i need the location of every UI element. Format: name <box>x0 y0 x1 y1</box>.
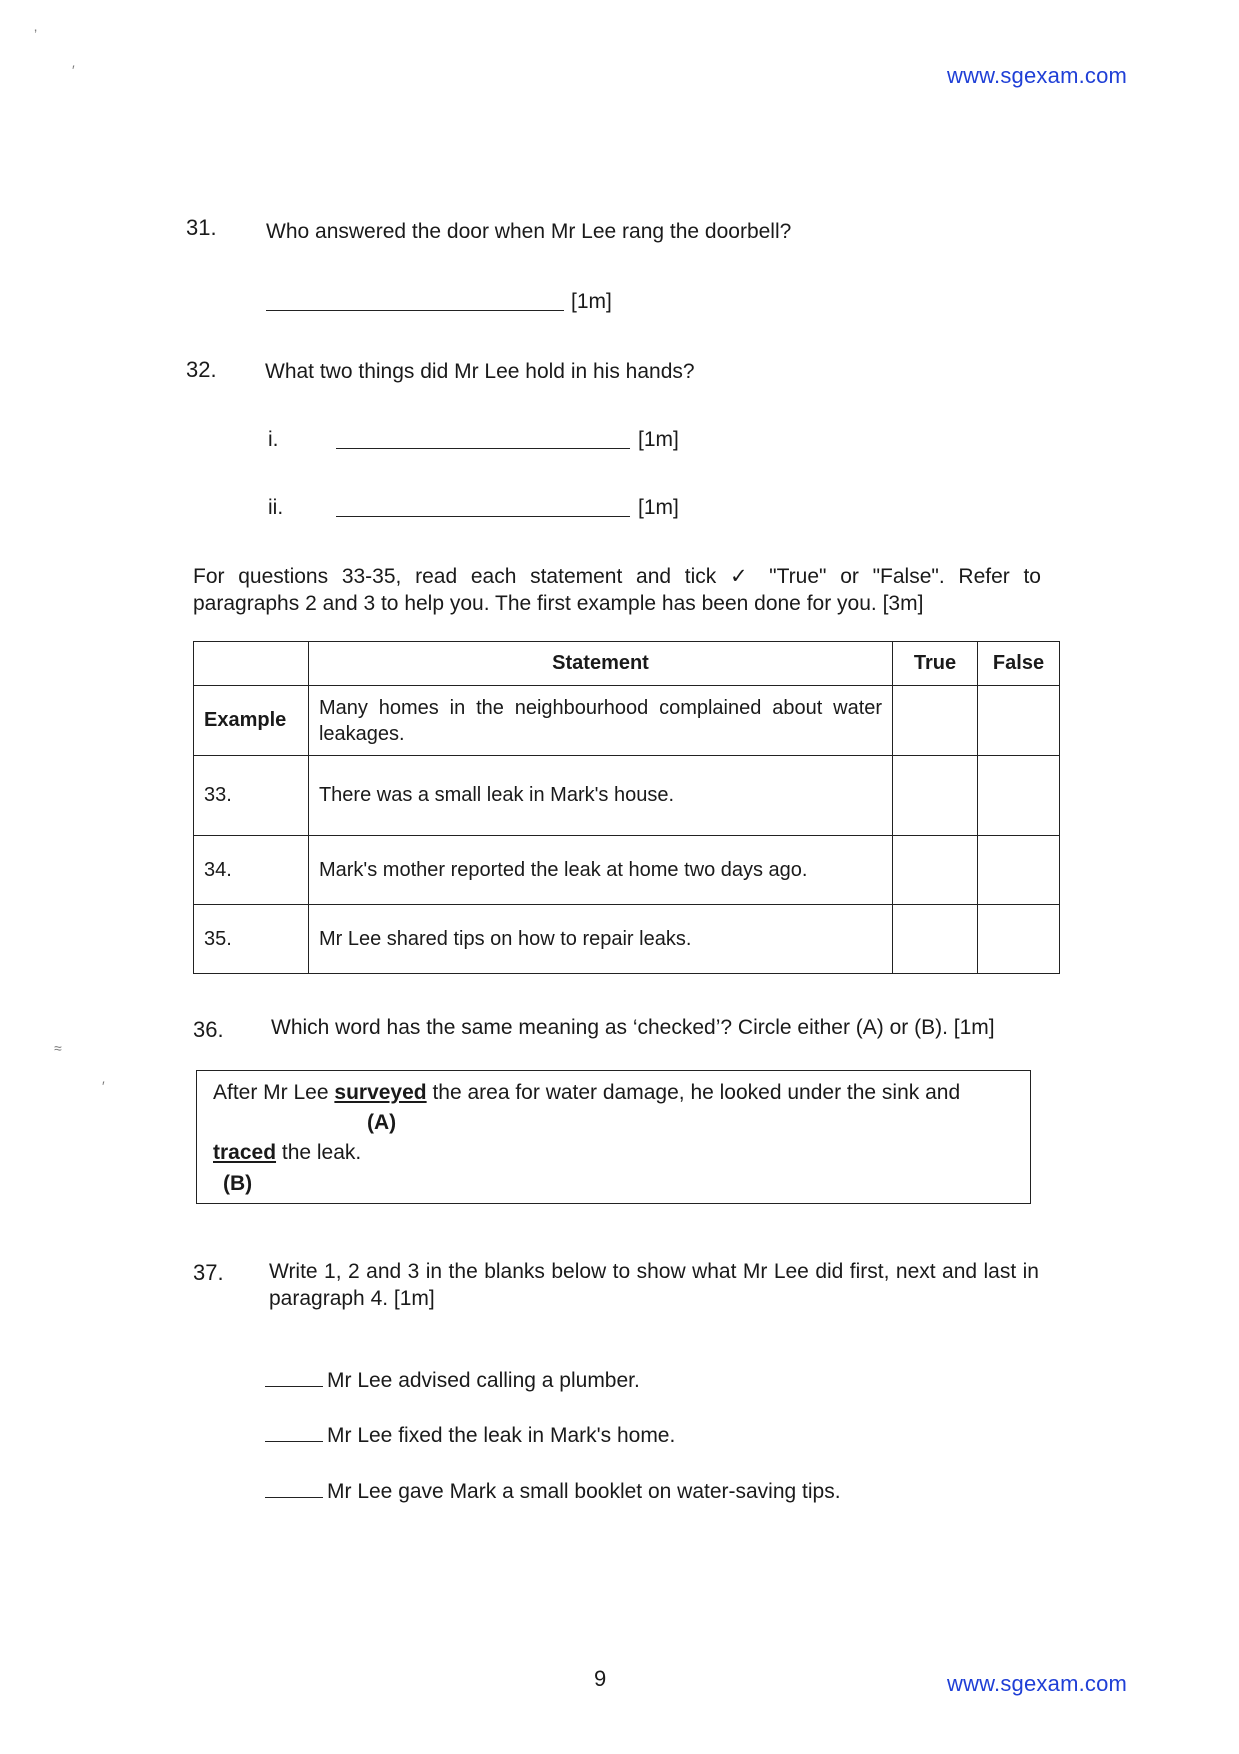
question-number: 37. <box>193 1260 224 1285</box>
table-row <box>194 756 1060 836</box>
marks-label: [1m] <box>638 428 679 451</box>
question-number: 31. <box>186 215 217 240</box>
order-blank[interactable] <box>265 1479 323 1498</box>
scan-speck: ’ <box>34 26 38 42</box>
row-label: Example <box>194 686 309 756</box>
page-number: 9 <box>594 1666 607 1691</box>
question-number: 36. <box>193 1017 224 1042</box>
true-cell[interactable] <box>893 836 978 905</box>
row-label: 33. <box>194 756 309 836</box>
sentence-line-1 <box>213 1081 960 1105</box>
sentence-part: the leak. <box>276 1141 362 1164</box>
order-blank[interactable] <box>265 1423 323 1442</box>
table-header-row <box>194 642 1060 686</box>
row-statement: There was a small leak in Mark's house. <box>308 756 892 836</box>
order-blank[interactable] <box>265 1368 323 1387</box>
false-cell[interactable] <box>978 905 1060 974</box>
ordering-text: Mr Lee gave Mark a small booklet on water-saving tips. <box>327 1480 841 1503</box>
answer-line[interactable] <box>336 496 630 523</box>
sentence-part: After Mr Lee <box>213 1081 335 1104</box>
row-statement: Mr Lee shared tips on how to repair leaks. <box>308 905 892 974</box>
row-statement: Many homes in the neighbourhood complained about water leakages. <box>308 686 892 756</box>
word-option-a[interactable]: surveyed <box>334 1081 427 1104</box>
scan-speck: ′ <box>102 1078 105 1094</box>
false-cell[interactable] <box>978 686 1060 756</box>
ordering-item <box>265 1368 640 1393</box>
instructions-33-35: For questions 33-35, read each statement and tick ✓ "True" or "False". Refer to paragraphs 2 and 3 to help you. The first example has been done for you. [3m] <box>193 565 1041 615</box>
true-cell[interactable] <box>893 686 978 756</box>
question-text: What two things did Mr Lee hold in his hands? <box>265 360 695 383</box>
header-false: False <box>978 642 1060 686</box>
question-text: Who answered the door when Mr Lee rang the doorbell? <box>266 220 792 243</box>
true-cell[interactable] <box>893 905 978 974</box>
ordering-text: Mr Lee fixed the leak in Mark's home. <box>327 1424 676 1447</box>
marker-a[interactable]: (A) <box>367 1111 397 1134</box>
item-label: i. <box>268 428 279 451</box>
scan-speck: ≈ <box>54 1040 62 1056</box>
sentence-part: the area for water damage, he looked under the sink and <box>426 1081 961 1104</box>
answer-line[interactable] <box>336 428 630 455</box>
header-true: True <box>893 642 978 686</box>
footer-url[interactable]: www.sgexam.com <box>947 1671 1128 1696</box>
header-statement: Statement <box>308 642 892 686</box>
row-label: 35. <box>194 905 309 974</box>
marker-b[interactable]: (B) <box>223 1172 253 1195</box>
row-statement: Mark's mother reported the leak at home two days ago. <box>308 836 892 905</box>
answer-line[interactable] <box>266 290 564 317</box>
table-row <box>194 905 1060 974</box>
header-blank-cell <box>194 642 309 686</box>
word-option-b[interactable]: traced <box>213 1141 277 1164</box>
table-row <box>194 686 1060 756</box>
ordering-item <box>265 1479 841 1504</box>
false-cell[interactable] <box>978 756 1060 836</box>
ordering-item <box>265 1423 675 1448</box>
question-text: Which word has the same meaning as ‘checked’? Circle either (A) or (B). [1m] <box>271 1016 995 1039</box>
table-row <box>194 836 1060 905</box>
word-choice-box <box>196 1070 1031 1204</box>
scan-speck: ′ <box>72 62 75 78</box>
marks-label: [1m] <box>638 496 679 519</box>
item-label: ii. <box>268 496 284 519</box>
header-url[interactable]: www.sgexam.com <box>947 63 1128 88</box>
marks-label: [1m] <box>571 290 612 313</box>
row-label: 34. <box>194 836 309 905</box>
question-number: 32. <box>186 357 217 382</box>
ordering-text: Mr Lee advised calling a plumber. <box>327 1369 640 1392</box>
question-text: Write 1, 2 and 3 in the blanks below to show what Mr Lee did first, next and last in paragraph 4. [1m] <box>269 1260 1039 1310</box>
true-false-table <box>193 641 1060 974</box>
sentence-line-2 <box>213 1141 361 1165</box>
true-cell[interactable] <box>893 756 978 836</box>
false-cell[interactable] <box>978 836 1060 905</box>
